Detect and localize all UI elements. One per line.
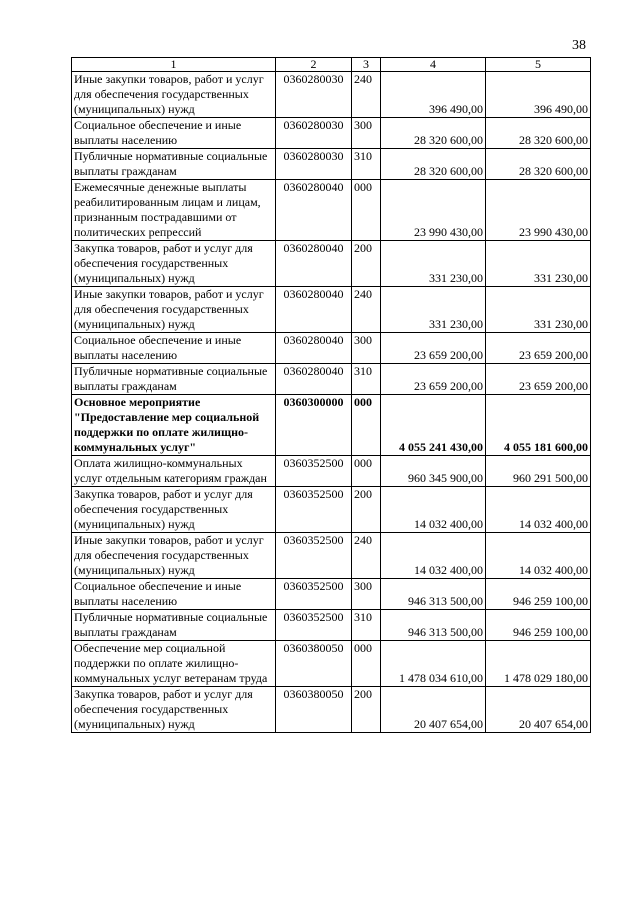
table-row [72, 533, 591, 579]
row-amount-year-1: 4 055 241 430,00 [381, 395, 486, 456]
table-row [72, 610, 591, 641]
row-amount-year-1: 23 659 200,00 [381, 364, 486, 395]
row-expense-type-code: 300 [352, 579, 381, 610]
row-name: Публичные нормативные социальные выплаты гражданам [72, 364, 276, 395]
header-col-1: 1 [72, 58, 276, 72]
row-amount-year-2: 960 291 500,00 [486, 456, 591, 487]
row-expense-type-code: 000 [352, 641, 381, 687]
row-target-article-code: 0360380050 [276, 687, 352, 733]
row-name: Социальное обеспечение и иные выплаты населению [72, 118, 276, 149]
row-amount-year-1: 946 313 500,00 [381, 579, 486, 610]
row-name: Закупка товаров, работ и услуг для обеспечения государственных (муниципальных) нужд [72, 487, 276, 533]
row-name: Оплата жилищно-коммунальных услуг отдельным категориям граждан [72, 456, 276, 487]
row-name: Публичные нормативные социальные выплаты гражданам [72, 149, 276, 180]
row-target-article-code: 0360280030 [276, 149, 352, 180]
table-row [72, 118, 591, 149]
table-row [72, 456, 591, 487]
table-row [72, 180, 591, 241]
row-expense-type-code: 200 [352, 241, 381, 287]
row-amount-year-1: 331 230,00 [381, 241, 486, 287]
row-expense-type-code: 240 [352, 72, 381, 118]
row-amount-year-2: 946 259 100,00 [486, 579, 591, 610]
row-amount-year-1: 331 230,00 [381, 287, 486, 333]
row-expense-type-code: 310 [352, 610, 381, 641]
row-target-article-code: 0360280040 [276, 364, 352, 395]
table-row-main-event [72, 395, 591, 456]
row-name: Иные закупки товаров, работ и услуг для обеспечения государственных (муниципальных) нужд [72, 287, 276, 333]
row-amount-year-2: 1 478 029 180,00 [486, 641, 591, 687]
row-amount-year-1: 946 313 500,00 [381, 610, 486, 641]
table-row [72, 72, 591, 118]
table-row [72, 579, 591, 610]
row-expense-type-code: 000 [352, 180, 381, 241]
table-header-row [72, 58, 591, 72]
row-amount-year-2: 28 320 600,00 [486, 149, 591, 180]
row-amount-year-2: 946 259 100,00 [486, 610, 591, 641]
row-amount-year-2: 396 490,00 [486, 72, 591, 118]
row-amount-year-2: 23 659 200,00 [486, 333, 591, 364]
table-body [72, 72, 591, 733]
table-row [72, 687, 591, 733]
budget-table [71, 57, 591, 733]
row-amount-year-1: 20 407 654,00 [381, 687, 486, 733]
row-expense-type-code: 310 [352, 149, 381, 180]
row-name: Социальное обеспечение и иные выплаты населению [72, 579, 276, 610]
row-amount-year-2: 28 320 600,00 [486, 118, 591, 149]
header-col-4: 4 [381, 58, 486, 72]
row-amount-year-1: 14 032 400,00 [381, 487, 486, 533]
row-amount-year-2: 23 659 200,00 [486, 364, 591, 395]
row-amount-year-2: 4 055 181 600,00 [486, 395, 591, 456]
row-target-article-code: 0360352500 [276, 456, 352, 487]
row-name: Публичные нормативные социальные выплаты гражданам [72, 610, 276, 641]
row-amount-year-2: 331 230,00 [486, 241, 591, 287]
header-col-2: 2 [276, 58, 352, 72]
row-expense-type-code: 310 [352, 364, 381, 395]
row-amount-year-2: 23 990 430,00 [486, 180, 591, 241]
row-amount-year-2: 14 032 400,00 [486, 487, 591, 533]
row-amount-year-1: 23 659 200,00 [381, 333, 486, 364]
row-name: Ежемесячные денежные выплаты реабилитированным лицам и лицам, признанным пострадавшими от политических репрессий [72, 180, 276, 241]
row-name: Закупка товаров, работ и услуг для обеспечения государственных (муниципальных) нужд [72, 687, 276, 733]
row-name: Закупка товаров, работ и услуг для обеспечения государственных (муниципальных) нужд [72, 241, 276, 287]
row-target-article-code: 0360300000 [276, 395, 352, 456]
row-expense-type-code: 240 [352, 533, 381, 579]
row-name: Основное мероприятие "Предоставление мер социальной поддержки по оплате жилищно-коммунальных услуг" [72, 395, 276, 456]
row-expense-type-code: 000 [352, 395, 381, 456]
row-name: Социальное обеспечение и иные выплаты населению [72, 333, 276, 364]
row-amount-year-1: 23 990 430,00 [381, 180, 486, 241]
table-row [72, 641, 591, 687]
row-name: Иные закупки товаров, работ и услуг для обеспечения государственных (муниципальных) нужд [72, 533, 276, 579]
row-name: Обеспечение мер социальной поддержки по оплате жилищно-коммунальных услуг ветеранам труда [72, 641, 276, 687]
table-row [72, 287, 591, 333]
row-amount-year-2: 331 230,00 [486, 287, 591, 333]
row-expense-type-code: 200 [352, 687, 381, 733]
row-amount-year-1: 28 320 600,00 [381, 149, 486, 180]
header-col-3: 3 [352, 58, 381, 72]
row-target-article-code: 0360380050 [276, 641, 352, 687]
table-row [72, 487, 591, 533]
row-expense-type-code: 200 [352, 487, 381, 533]
row-target-article-code: 0360280040 [276, 241, 352, 287]
table-row [72, 149, 591, 180]
row-target-article-code: 0360352500 [276, 487, 352, 533]
row-amount-year-1: 396 490,00 [381, 72, 486, 118]
header-col-5: 5 [486, 58, 591, 72]
row-target-article-code: 0360352500 [276, 610, 352, 641]
row-amount-year-2: 20 407 654,00 [486, 687, 591, 733]
row-amount-year-1: 960 345 900,00 [381, 456, 486, 487]
table-row [72, 364, 591, 395]
page-number: 38 [572, 38, 586, 53]
row-target-article-code: 0360280040 [276, 287, 352, 333]
row-expense-type-code: 300 [352, 333, 381, 364]
row-target-article-code: 0360352500 [276, 533, 352, 579]
row-target-article-code: 0360280040 [276, 333, 352, 364]
row-target-article-code: 0360352500 [276, 579, 352, 610]
table-row [72, 333, 591, 364]
row-amount-year-1: 1 478 034 610,00 [381, 641, 486, 687]
row-expense-type-code: 240 [352, 287, 381, 333]
table-row [72, 241, 591, 287]
row-amount-year-1: 28 320 600,00 [381, 118, 486, 149]
row-name: Иные закупки товаров, работ и услуг для обеспечения государственных (муниципальных) нужд [72, 72, 276, 118]
row-target-article-code: 0360280030 [276, 72, 352, 118]
row-target-article-code: 0360280040 [276, 180, 352, 241]
row-amount-year-2: 14 032 400,00 [486, 533, 591, 579]
row-amount-year-1: 14 032 400,00 [381, 533, 486, 579]
row-expense-type-code: 300 [352, 118, 381, 149]
row-target-article-code: 0360280030 [276, 118, 352, 149]
row-expense-type-code: 000 [352, 456, 381, 487]
